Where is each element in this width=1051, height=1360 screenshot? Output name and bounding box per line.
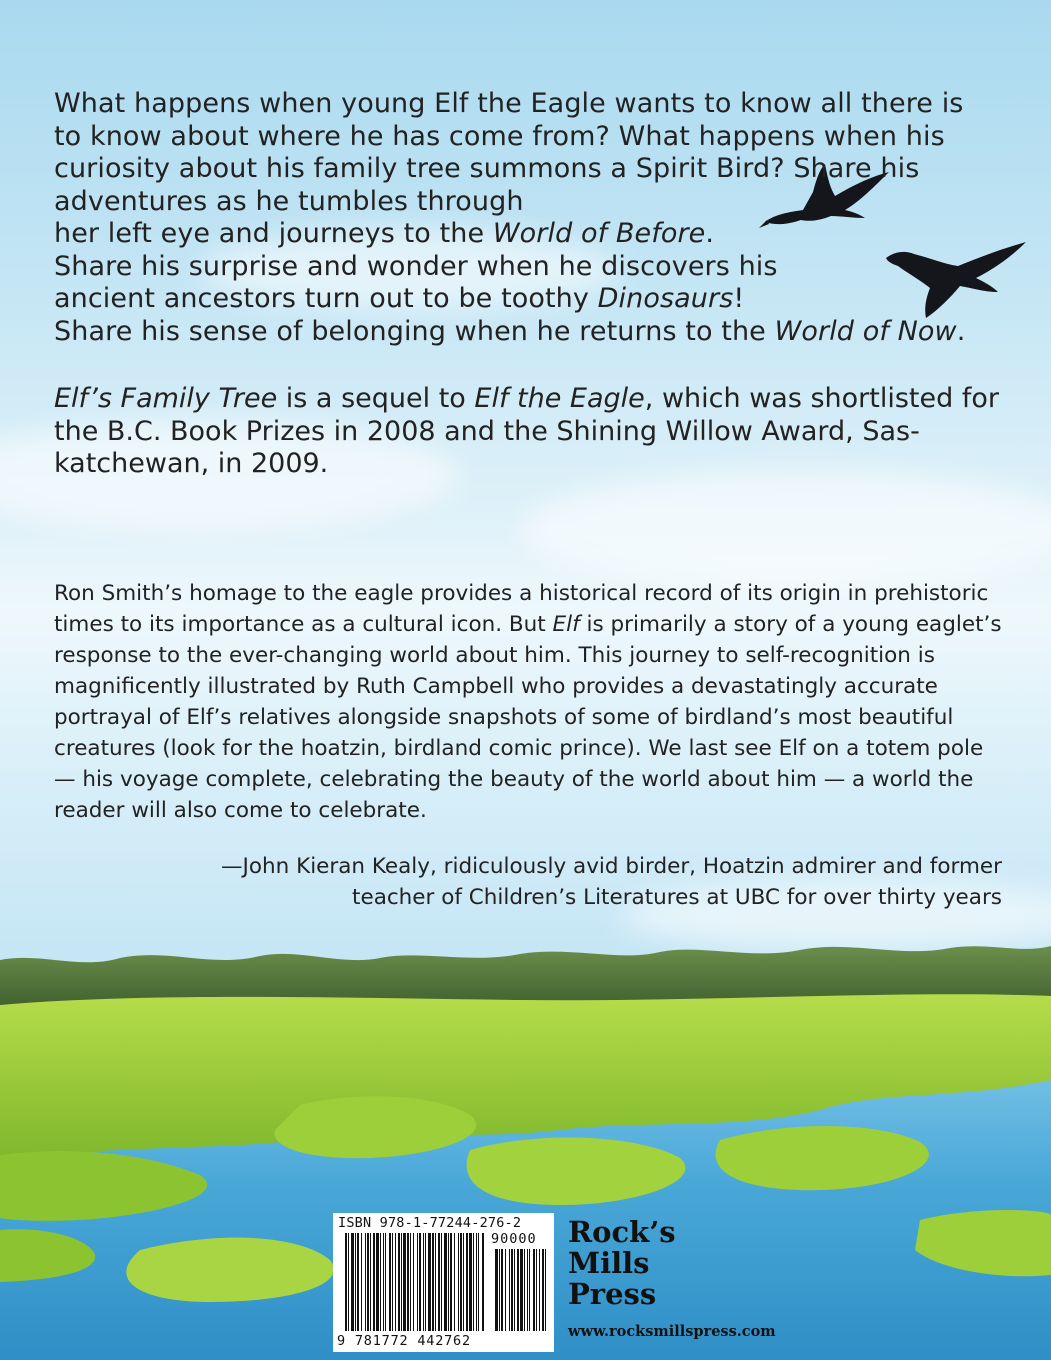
barcode-bar (527, 1249, 528, 1331)
blurb-italic: World of Before (492, 218, 706, 249)
barcode-bar (469, 1233, 472, 1331)
barcode-bar (395, 1233, 396, 1331)
barcode-bar (425, 1233, 426, 1331)
blurb-text: , which was shortlisted for the B.C. Book Prizes in 2008 and the Shining Willow Award, Saskatchewan, in 2009. (54, 383, 999, 479)
review-quote (54, 578, 1002, 826)
barcode-bar (482, 1233, 484, 1331)
barcode-bar (460, 1233, 462, 1331)
barcode-bar (536, 1249, 537, 1331)
barcode-bar (380, 1233, 381, 1331)
barcode-bar (428, 1233, 431, 1331)
barcode-bar (511, 1249, 513, 1331)
barcode-bars (333, 1213, 554, 1352)
barcode-bar (450, 1233, 452, 1331)
barcode-bar (398, 1233, 400, 1331)
barcode-bar (463, 1233, 464, 1331)
barcode-bar (478, 1233, 479, 1331)
publisher-name-line: Press (568, 1277, 657, 1311)
barcode-bar (441, 1233, 442, 1331)
barcode-bar (373, 1233, 375, 1331)
price-addon: 90000 (491, 1231, 537, 1247)
blurb-text: her left eye and journeys to the (54, 218, 493, 249)
blurb-text: . (705, 218, 715, 249)
barcode-bar (473, 1233, 474, 1331)
barcode-bar (370, 1233, 371, 1331)
barcode-bar (401, 1233, 402, 1331)
barcode-bar (385, 1233, 386, 1331)
barcode-bar (423, 1233, 424, 1331)
review-italic: Elf (552, 612, 580, 637)
barcode-bar (505, 1249, 506, 1331)
review-text: Ron Smith’s homage to the eagle provides a historical record of its origin in prehistoric times to its importance as a cultural icon. But (54, 581, 989, 637)
attribution-line: —John Kieran Kealy, ridiculously avid birder, Hoatzin admirer and former (221, 854, 1002, 879)
barcode-bar (383, 1233, 384, 1331)
blurb-text: is a sequel to (277, 383, 475, 414)
blurb-text: Share his surprise and wonder when he discovers his (54, 250, 778, 282)
barcode-bar (365, 1233, 366, 1331)
publisher-name-line: Mills (568, 1246, 650, 1280)
barcode-bar (466, 1233, 468, 1331)
barcode-digits: 9 781772 442762 (337, 1333, 471, 1349)
isbn-label: ISBN 978-1-77244-276-2 (338, 1215, 522, 1231)
blurb-text: . (956, 315, 966, 347)
barcode-bar (419, 1233, 421, 1331)
blurb-paragraph-2 (54, 383, 999, 481)
barcode-bar (514, 1249, 515, 1331)
barcode-bar (458, 1233, 459, 1331)
barcode-bar (448, 1233, 449, 1331)
barcode-bar (499, 1249, 500, 1331)
blurb-text: ! (733, 283, 745, 314)
blurb-text: What happens when young Elf the Eagle wants to know all there is to know about where he has come from? What happens when his curiosity about his family tree summons a Spirit (54, 88, 964, 184)
barcode-bar (355, 1233, 356, 1331)
barcode-bar (542, 1249, 544, 1331)
barcode-bar (413, 1233, 414, 1331)
barcode-bar (351, 1233, 354, 1331)
barcode-bar (529, 1249, 530, 1331)
barcode-bar (410, 1233, 411, 1331)
publisher-website: www.rocksmillspress.com (568, 1323, 776, 1340)
barcode-bar (545, 1249, 546, 1331)
barcode-bar (454, 1233, 455, 1331)
barcode-bar (361, 1233, 362, 1331)
review-attribution (60, 851, 1002, 913)
barcode-bar (376, 1233, 379, 1331)
review-text: is primarily a story of a young eaglet’s response to the ever-changing world about him. This journey to self-recognition is magnificently illustrated by Ruth Campbell who provides a devastatingly accurate portrayal of Elf’s relatives alongside snapshots of some of birdland’s most beautiful creatures (look for the hoatzin, birdland comic prince). We last see Elf on a totem pole — his voyage complete, celebrating the beauty of the world about him — a world the reader will also come to celebrate. (54, 612, 1002, 823)
barcode-bar (357, 1233, 359, 1331)
book-title: Elf’s Family Tree (54, 383, 278, 414)
barcode-bar (501, 1249, 503, 1331)
barcode-bar (495, 1249, 498, 1331)
barcode-bar (476, 1233, 477, 1331)
barcode-bar (517, 1249, 519, 1331)
blurb-italic: World of Now (774, 315, 957, 347)
barcode-bar (348, 1233, 349, 1331)
previous-book-title: Elf the Eagle (474, 383, 645, 414)
blurb-text: ancient ancestors turn out to be toothy (54, 283, 598, 314)
barcode-bar (509, 1249, 510, 1331)
barcode-bar (417, 1233, 418, 1331)
blurb-paragraph-1 (54, 88, 999, 348)
blurb-text: Bird? Share his adventures as he tumbles through (54, 153, 920, 217)
blurb-text: Share his sense of belonging when he returns to the (54, 315, 775, 347)
barcode-bar (403, 1233, 406, 1331)
cloud-decoration (520, 470, 1051, 590)
barcode-bar (435, 1233, 436, 1331)
barcode-bar (438, 1233, 440, 1331)
attribution-line: teacher of Children’s Literatures at UBC for over thirty years (352, 885, 1002, 910)
barcode-bar (539, 1249, 540, 1331)
barcode-bar (524, 1249, 525, 1331)
barcode-bar (407, 1233, 409, 1331)
barcode-bar (444, 1233, 447, 1331)
barcode-bar (389, 1233, 391, 1331)
barcode-bar (345, 1233, 347, 1331)
barcode-bar (520, 1249, 523, 1331)
barcode-bar (392, 1233, 393, 1331)
blurb-italic: Dinosaurs (597, 283, 734, 314)
publisher-logo (568, 1217, 708, 1310)
barcode-bar (432, 1233, 434, 1331)
publisher-name-line: Rock’s (568, 1215, 676, 1249)
barcode-bar (533, 1249, 535, 1331)
isbn-barcode (333, 1213, 554, 1352)
barcode-bar (367, 1233, 369, 1331)
